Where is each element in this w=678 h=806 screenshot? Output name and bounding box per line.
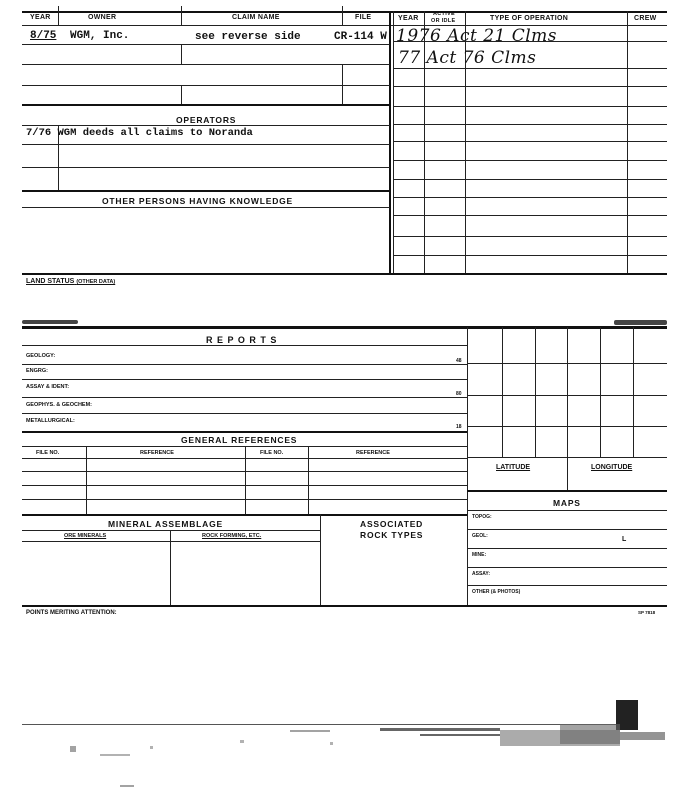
maps-assay: ASSAY: <box>472 571 491 577</box>
reports-metallurgical-num: 18 <box>456 424 462 430</box>
header-year: YEAR <box>30 14 51 21</box>
maps-title: MAPS <box>553 498 581 508</box>
header-claim-name: CLAIM NAME <box>232 14 280 21</box>
reports-geophys-label: GEOPHYS. & GEOCHEM: <box>26 402 93 408</box>
maps-other: OTHER (& PHOTOS) <box>472 589 521 595</box>
reports-assay-label: ASSAY & IDENT: <box>26 384 70 390</box>
reports-geology-label: GEOLOGY: <box>26 353 56 359</box>
mineral-assemblage-title: MINERAL ASSEMBLAGE <box>108 519 223 529</box>
associated-rock-line1: ASSOCIATED <box>360 519 424 529</box>
land-status-label <box>26 278 115 285</box>
gr-header-ref-1: REFERENCE <box>140 450 174 456</box>
rock-forming-header: ROCK FORMING, ETC. <box>202 533 262 539</box>
maps-geol: GEOL: <box>472 533 488 539</box>
header-file: FILE <box>355 14 372 21</box>
scan-artifact-graphic <box>0 700 678 806</box>
points-meriting-attention: POINTS MERITING ATTENTION: <box>26 610 117 616</box>
ore-minerals-header: ORE MINERALS <box>64 533 107 539</box>
land-status-sub: (OTHER DATA) <box>76 279 116 285</box>
maps-topog: TOPOG: <box>472 514 492 520</box>
header-crew: CREW <box>634 15 657 22</box>
maps-mine: MINE: <box>472 552 487 558</box>
general-references-title: GENERAL REFERENCES <box>181 435 298 445</box>
longitude-label: LONGITUDE <box>591 464 633 471</box>
header-year-2: YEAR <box>398 15 419 22</box>
header-active-line2: OR IDLE <box>431 18 456 24</box>
associated-rock-line2: ROCK TYPES <box>360 530 424 540</box>
row1-owner: WGM, Inc. <box>70 30 130 42</box>
reports-metallurgical-label: METALLURGICAL: <box>26 418 75 424</box>
latitude-label: LATITUDE <box>496 464 531 471</box>
gr-header-ref-2: REFERENCE <box>356 450 390 456</box>
gr-header-file-2: FILE NO. <box>260 450 284 456</box>
gr-header-file-1: FILE NO. <box>36 450 60 456</box>
handwritten-line-1: 1976 Act 21 Clms <box>396 26 558 46</box>
row1-year: 8/75 <box>30 30 57 42</box>
operators-entry: 7/76 WGM deeds all claims to Noranda <box>26 127 253 139</box>
header-owner: OWNER <box>88 14 117 21</box>
header-type-of-operation: TYPE OF OPERATION <box>490 15 569 22</box>
header-active-line1: ACTIVE <box>433 11 455 17</box>
handwritten-line-2: 77 Act 76 Clms <box>398 48 537 68</box>
row1-file: CR-114 W <box>334 31 387 43</box>
reports-geology-num: 48 <box>456 358 462 364</box>
row1-claim-name: see reverse side <box>195 31 301 43</box>
land-status-main: LAND STATUS <box>26 278 75 285</box>
reports-assay-num: 80 <box>456 391 462 397</box>
reports-engrg-label: ENGRG: <box>26 368 48 374</box>
other-persons-title: OTHER PERSONS HAVING KNOWLEDGE <box>102 196 294 206</box>
form-code: SP 7818 <box>638 610 656 615</box>
operators-title: OPERATORS <box>176 115 237 125</box>
reports-title: R E P O R T S <box>206 335 278 345</box>
maps-geol-mark: L <box>622 536 627 543</box>
